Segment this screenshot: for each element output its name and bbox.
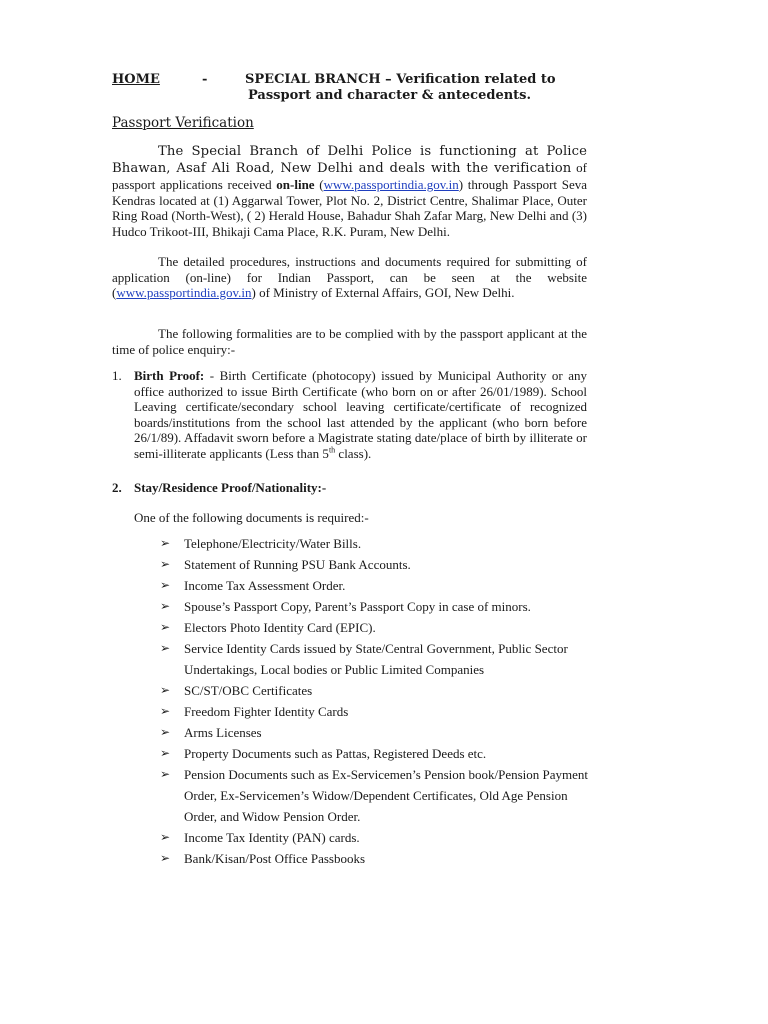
documents-list [160,533,600,869]
formalities-text: The following formalities are to be complied with by the passport applicant at the time of police enquiry:- [112,326,587,357]
document-list-item [160,638,600,680]
document-list-item [160,848,600,869]
document-list-item [160,701,600,722]
document-list-item-text: Income Tax Assessment Order. [184,578,346,593]
header-dash: - [202,72,208,87]
document-list-item-text: Property Documents such as Pattas, Registered Deeds etc. [184,746,487,761]
online-bold: on-line [276,177,315,192]
arrow-bullet-icon: ➢ [160,704,171,718]
home-label: HOME [112,72,160,87]
document-list-item [160,596,600,617]
procedures-text-a: The detailed procedures, instructions and documents required for submitting of application (on-line) for Indian Passport, can be seen at the website ( [112,254,587,300]
header-title-line-2: Passport and character & antecedents. [248,88,532,103]
passportindia-link[interactable]: www.passportindia.gov.in [323,177,459,192]
header-title-line-1: SPECIAL BRANCH – Verification related to [245,72,556,87]
arrow-bullet-icon: ➢ [160,851,171,865]
item-number: 1. [112,368,122,383]
birth-proof-text: - Birth Certificate (photocopy) issued by Municipal Authority or any office authorized to issue Birth Certificate (who born on or after 26/01/1989). School Leaving certificate/secondary school leaving certificate/certificate of recognized boards/institutions from the school last attended by the applicant (who born before 26/1/89). Affadavit sworn before a Magistrate stating date/place of birth by illiterate or semi-illiterate applicants (Less than 5 [134,368,587,461]
document-list-item [160,575,600,596]
document-list-item [160,743,600,764]
residence-proof-label: Stay/Residence Proof/Nationality:- [134,480,327,495]
arrow-bullet-icon: ➢ [160,599,171,613]
arrow-bullet-icon: ➢ [160,746,171,760]
document-list-item [160,554,600,575]
birth-proof-item [112,368,587,461]
document-list-item-text: Service Identity Cards issued by State/Central Government, Public Sector Undertakings, Local bodies or Public Limited Companies [184,641,568,677]
document-list-item-text: Spouse’s Passport Copy, Parent’s Passport Copy in case of minors. [184,599,531,614]
document-list-item-text: SC/ST/OBC Certificates [184,683,313,698]
document-list-item [160,680,600,701]
document-list-item-text: Pension Documents such as Ex-Servicemen’s Pension book/Pension Payment Order, Ex-Servicemen’s Widow/Dependent Certificates, Old Age Pension Order, and Widow Pension Order. [184,767,589,824]
birth-proof-label: Birth Proof: [134,368,205,383]
document-list-item-text: Statement of Running PSU Bank Accounts. [184,557,411,572]
procedures-text-b: ) of Ministry of External Affairs, GOI, New Delhi. [251,285,515,300]
document-list-item-text: Arms Licenses [184,725,262,740]
arrow-bullet-icon: ➢ [160,830,171,844]
paragraph-intro [112,143,587,239]
intro-lead-text: The Special Branch of Delhi Police is functioning at Police Bhawan, Asaf Ali Road, New Delhi and deals with the verification [112,144,587,176]
arrow-bullet-icon: ➢ [160,725,171,739]
section-title: Passport Verification [112,115,254,131]
arrow-bullet-icon: ➢ [160,641,171,655]
document-list-item-text: Telephone/Electricity/Water Bills. [184,536,362,551]
passportindia-link-2[interactable]: www.passportindia.gov.in [116,285,252,300]
document-list-item-text: Income Tax Identity (PAN) cards. [184,830,360,845]
arrow-bullet-icon: ➢ [160,557,171,571]
document-list-item [160,722,600,743]
superscript-th: th [328,445,336,455]
residence-proof-item [112,480,587,496]
intro-text-a: of passport applications received [112,160,588,192]
paragraph-formalities [112,326,587,357]
document-list-item [160,533,600,554]
documents-intro: One of the following documents is required:- [134,510,369,525]
arrow-bullet-icon: ➢ [160,767,171,781]
document-list-item-text: Freedom Fighter Identity Cards [184,704,349,719]
arrow-bullet-icon: ➢ [160,620,171,634]
document-list-item-text: Electors Photo Identity Card (EPIC). [184,620,376,635]
arrow-bullet-icon: ➢ [160,536,171,550]
birth-proof-tail: class). [335,445,372,461]
document-list-item [160,827,600,848]
arrow-bullet-icon: ➢ [160,578,171,592]
document-list-item [160,617,600,638]
document-list-item-text: Bank/Kisan/Post Office Passbooks [184,851,366,866]
intro-text-rest: ) through Passport Seva Kendras located at (1) Aggarwal Tower, Plot No. 2, District Centre, Shalimar Place, Outer Ring Road (North-West), ( 2) Herald House, Bahadur Shah Zafar Marg, New Delhi and (3) Hudco Trikoot-III, Bhikaji Cama Place, R.K. Puram, New Delhi. [112,177,587,239]
arrow-bullet-icon: ➢ [160,683,171,697]
item-number: 2. [112,480,122,495]
paragraph-procedures [112,254,587,301]
intro-text-b: ( [314,177,324,192]
document-list-item [160,764,600,827]
